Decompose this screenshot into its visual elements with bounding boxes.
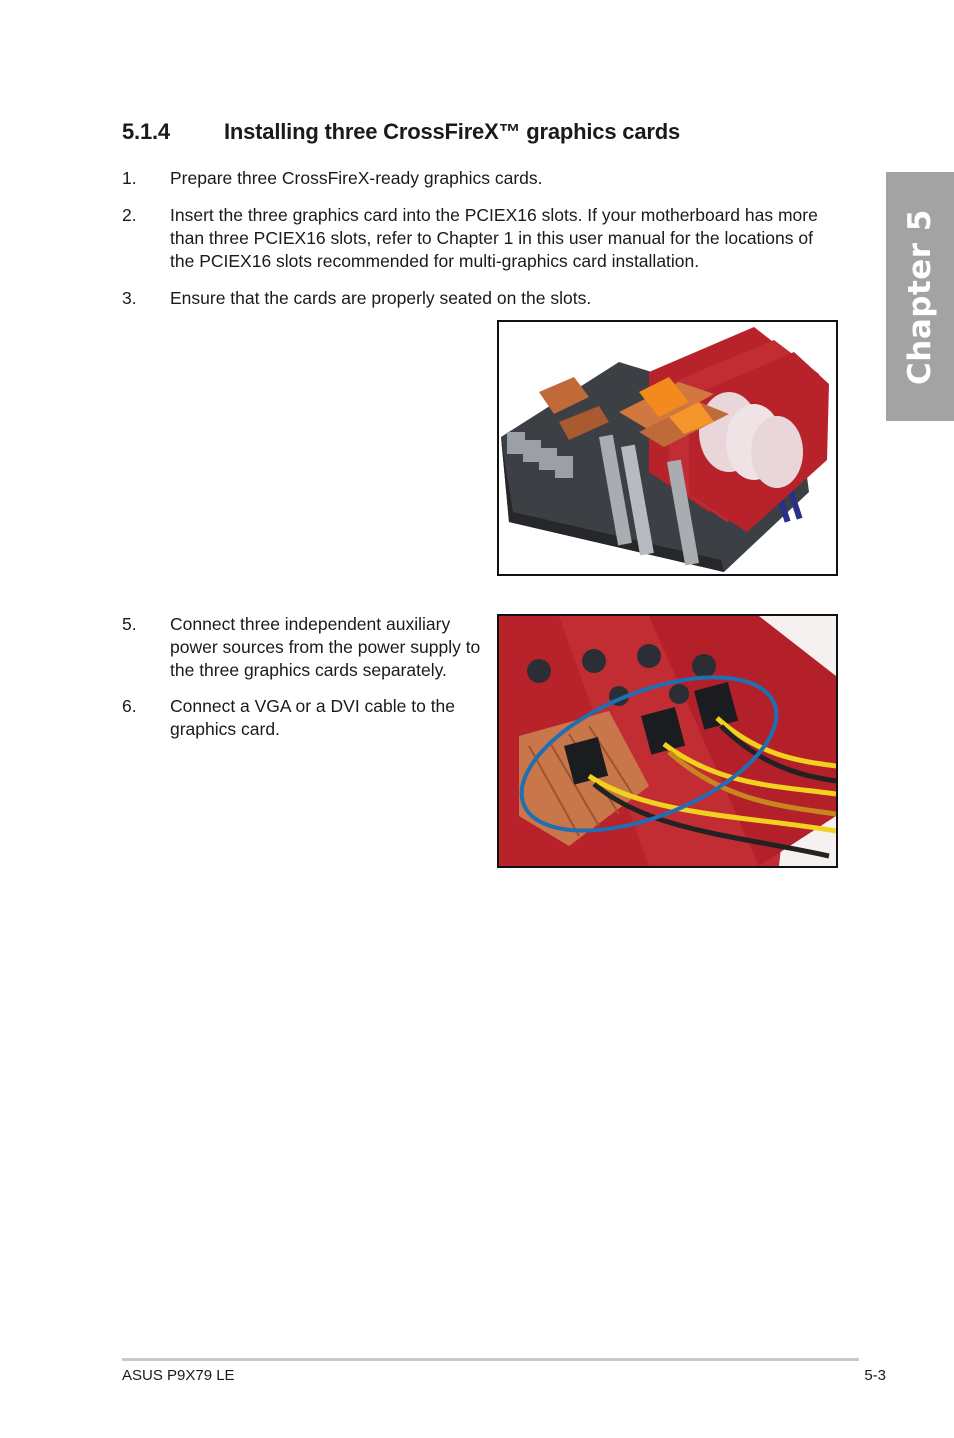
step-text: Connect three independent auxiliary power sources from the power supply to the three graphics cards separately. bbox=[170, 614, 481, 680]
installed-cards-photo bbox=[497, 320, 838, 576]
section-heading bbox=[122, 119, 680, 145]
step-text: Insert the three graphics card into the PCIEX16 slots. If your motherboard has more than three PCIEX16 slots, refer to Chapter 1 in this user manual for the locations of the PCIEX16 slots recommended for multi-graphics card installation. bbox=[170, 205, 818, 271]
step-text: Connect a VGA or a DVI cable to the graphics card. bbox=[170, 696, 456, 739]
footer-divider bbox=[122, 1358, 859, 1361]
step-number: 2. bbox=[122, 205, 137, 225]
section-title: Installing three CrossFireX™ graphics cards bbox=[224, 119, 680, 144]
chapter-tab-label: Chapter 5 bbox=[902, 208, 938, 385]
step-text: Prepare three CrossFireX-ready graphics cards. bbox=[170, 168, 543, 188]
step-text: Ensure that the cards are properly seated on the slots. bbox=[170, 288, 592, 308]
power-connectors-photo bbox=[497, 614, 838, 868]
section-number: 5.1.4 bbox=[122, 119, 170, 144]
step-number: 3. bbox=[122, 288, 137, 308]
footer-product-name: ASUS P9X79 LE bbox=[122, 1367, 235, 1384]
step-number: 6. bbox=[122, 696, 137, 716]
step-number: 5. bbox=[122, 614, 137, 634]
footer-page-number: 5-3 bbox=[864, 1367, 886, 1384]
step-number: 1. bbox=[122, 168, 137, 188]
chapter-tab bbox=[886, 172, 954, 421]
